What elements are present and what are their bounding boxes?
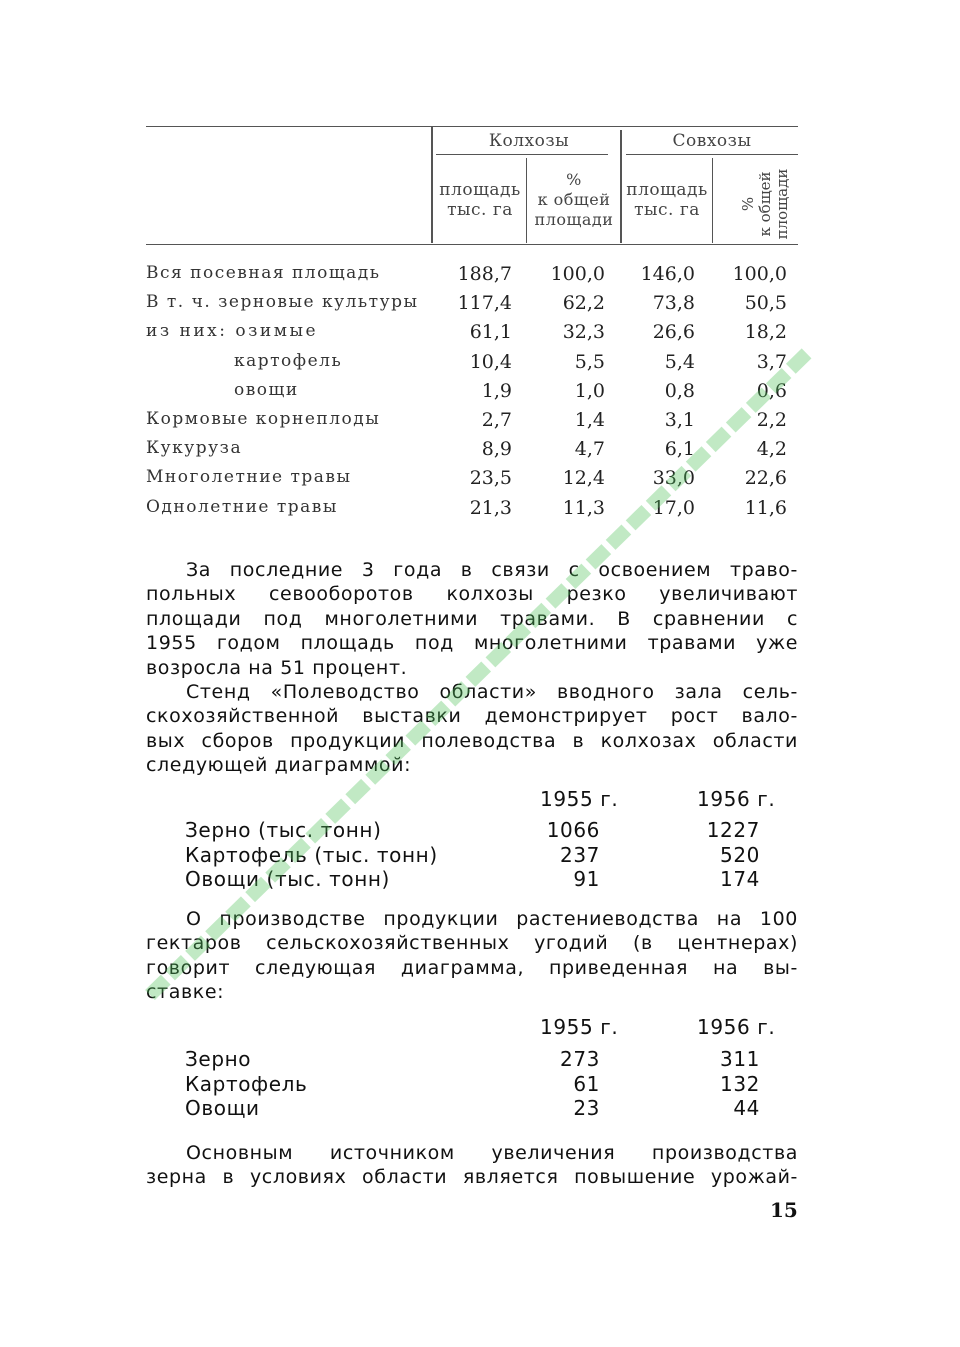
group-header-kolkhozy: Колхозы xyxy=(488,131,570,151)
row-label: Вся посевная площадь xyxy=(146,263,381,283)
row-label: В т. ч. зерновые культуры xyxy=(146,292,419,313)
cell-s-area: 33,0 xyxy=(652,467,695,490)
row-label: Кормовые корнеплоды xyxy=(146,409,381,429)
text-line: зерна в условиях области является повышение урожай- xyxy=(146,1166,798,1189)
cell-s-pct: 11,6 xyxy=(744,496,787,519)
cell-k-pct: 4,7 xyxy=(574,438,605,461)
table-row xyxy=(146,409,806,438)
text-line: следующей диаграммой: xyxy=(146,754,412,777)
row-label: из них: озимые xyxy=(146,321,319,342)
stats2-value-1956: 132 xyxy=(720,1071,760,1096)
paragraph-grain-source xyxy=(146,1141,798,1190)
cell-k-area: 1,9 xyxy=(481,379,512,402)
cell-k-pct: 1,0 xyxy=(574,379,605,402)
cell-s-pct: 22,6 xyxy=(744,467,787,490)
table-row xyxy=(146,351,806,380)
row-label: картофель xyxy=(234,350,343,371)
stats1-year-1956: 1956 г. xyxy=(697,787,776,811)
stats2-value-1956: 311 xyxy=(720,1047,760,1071)
text-line: За последние 3 года в связи с освоением траво- xyxy=(186,559,798,581)
group-header-sovkhozy: Совхозы xyxy=(672,131,752,151)
stats2-value-1956: 44 xyxy=(733,1096,760,1120)
cell-k-area: 117,4 xyxy=(457,292,512,315)
stats2-value-1955: 273 xyxy=(560,1047,600,1071)
text-line: польных севооборотов колхозы резко увеличивают xyxy=(146,583,798,606)
cell-s-area: 5,4 xyxy=(664,350,695,373)
table-header-bottom-rule xyxy=(146,244,798,245)
cell-k-pct: 12,4 xyxy=(562,467,605,490)
stats1-label: Овощи (тыс. тонн) xyxy=(185,867,390,891)
group-underline-kolkhozy xyxy=(436,154,608,155)
cell-s-pct: 50,5 xyxy=(744,292,787,315)
stats2-label: Овощи xyxy=(185,1096,260,1120)
cell-k-area: 10,4 xyxy=(469,350,512,373)
text-line: вых сборов продукции полеводства в колхозах области xyxy=(146,729,798,752)
cell-k-area: 21,3 xyxy=(469,496,512,519)
col-header-kolkhoz-percent: % к общей площади xyxy=(534,170,614,229)
cell-k-pct: 32,3 xyxy=(562,321,605,344)
stats2-value-1955: 61 xyxy=(573,1071,600,1096)
cell-s-pct: 4,2 xyxy=(756,438,787,461)
cell-s-area: 146,0 xyxy=(640,263,695,285)
paragraph-production-per-100ha xyxy=(146,907,798,1005)
cell-s-pct: 18,2 xyxy=(744,321,787,344)
stats1-value-1956: 174 xyxy=(720,867,760,891)
cell-s-area: 73,8 xyxy=(652,292,695,315)
table-row xyxy=(146,263,806,292)
cell-k-pct: 62,2 xyxy=(562,292,605,315)
row-label: Кукуруза xyxy=(146,438,243,459)
cell-k-pct: 11,3 xyxy=(562,496,605,519)
cell-s-pct: 100,0 xyxy=(732,263,787,285)
text-line: говорит следующая диаграмма, приведенная на вы- xyxy=(146,956,798,979)
text-line: О производстве продукции растениеводства на 100 xyxy=(186,908,798,930)
stats1-label: Зерно (тыс. тонн) xyxy=(185,818,382,842)
cell-k-pct: 100,0 xyxy=(550,263,605,285)
cell-k-area: 2,7 xyxy=(481,409,512,431)
table-divider-sovkhoz xyxy=(712,158,713,243)
cell-s-area: 3,1 xyxy=(664,409,695,431)
cell-s-area: 0,8 xyxy=(664,379,695,402)
cell-k-area: 23,5 xyxy=(469,467,512,490)
paragraph-grass-area xyxy=(146,558,798,680)
cell-s-pct: 2,2 xyxy=(756,409,787,431)
stats1-year-1955: 1955 г. xyxy=(540,787,619,811)
text-line: гектаров сельскохозяйственных угодий (в центнерах) xyxy=(146,932,798,955)
table-row xyxy=(146,380,806,409)
page-number: 15 xyxy=(770,1198,798,1222)
stats2-value-1955: 23 xyxy=(573,1096,600,1120)
col-header-sovkhoz-area: площадь тыс. га xyxy=(626,180,708,220)
text-line: Стенд «Полеводство области» вводного зала сель- xyxy=(186,681,798,703)
text-line: скохозяйственной выставки демонстрирует рост вало- xyxy=(146,705,798,728)
col-header-kolkhoz-area: площадь тыс. га xyxy=(439,180,521,220)
table-divider-kolkhoz xyxy=(526,158,527,243)
cell-s-area: 6,1 xyxy=(664,438,695,461)
stats2-label: Картофель xyxy=(185,1071,308,1096)
text-line: 1955 годом площадь под многолетними травами уже xyxy=(146,632,798,655)
stats1-value-1956: 1227 xyxy=(706,818,760,842)
table-divider-left xyxy=(431,127,433,243)
stats1-value-1956: 520 xyxy=(720,842,760,867)
col-header-sovkhoz-percent: % к общей площади xyxy=(739,168,791,240)
stats1-label: Картофель (тыс. тонн) xyxy=(185,842,438,867)
row-label: Многолетние травы xyxy=(146,467,352,488)
cell-k-pct: 1,4 xyxy=(574,409,605,431)
text-line: возросла на 51 процент. xyxy=(146,656,408,679)
table-row xyxy=(146,438,806,467)
cell-k-area: 61,1 xyxy=(469,321,512,344)
text-line: Основным источником увеличения производства xyxy=(186,1142,798,1164)
cell-k-pct: 5,5 xyxy=(574,350,605,373)
text-line: ставке: xyxy=(146,981,225,1004)
table-row xyxy=(146,467,806,496)
cell-k-area: 188,7 xyxy=(457,263,512,285)
stats1-value-1955: 91 xyxy=(573,867,600,891)
cell-s-pct: 3,7 xyxy=(756,350,787,373)
table-top-rule xyxy=(146,126,798,127)
stats2-year-1956: 1956 г. xyxy=(697,1015,776,1039)
stats2-year-1955: 1955 г. xyxy=(540,1015,619,1039)
stats1-value-1955: 237 xyxy=(560,842,600,867)
text-line: площади под многолетними травами. В сравнении с xyxy=(146,607,798,630)
paragraph-stand-description xyxy=(146,680,798,778)
stats2-label: Зерно xyxy=(185,1047,252,1071)
row-label: овощи xyxy=(234,379,299,400)
row-label: Однолетние травы xyxy=(146,496,338,517)
stats1-value-1955: 1066 xyxy=(546,818,600,842)
table-row xyxy=(146,497,806,526)
table-row xyxy=(146,321,806,350)
cell-s-pct: 0,6 xyxy=(756,379,787,402)
cell-s-area: 26,6 xyxy=(652,321,695,344)
table-row xyxy=(146,292,806,321)
cell-s-area: 17,0 xyxy=(652,496,695,519)
cell-k-area: 8,9 xyxy=(481,438,512,461)
